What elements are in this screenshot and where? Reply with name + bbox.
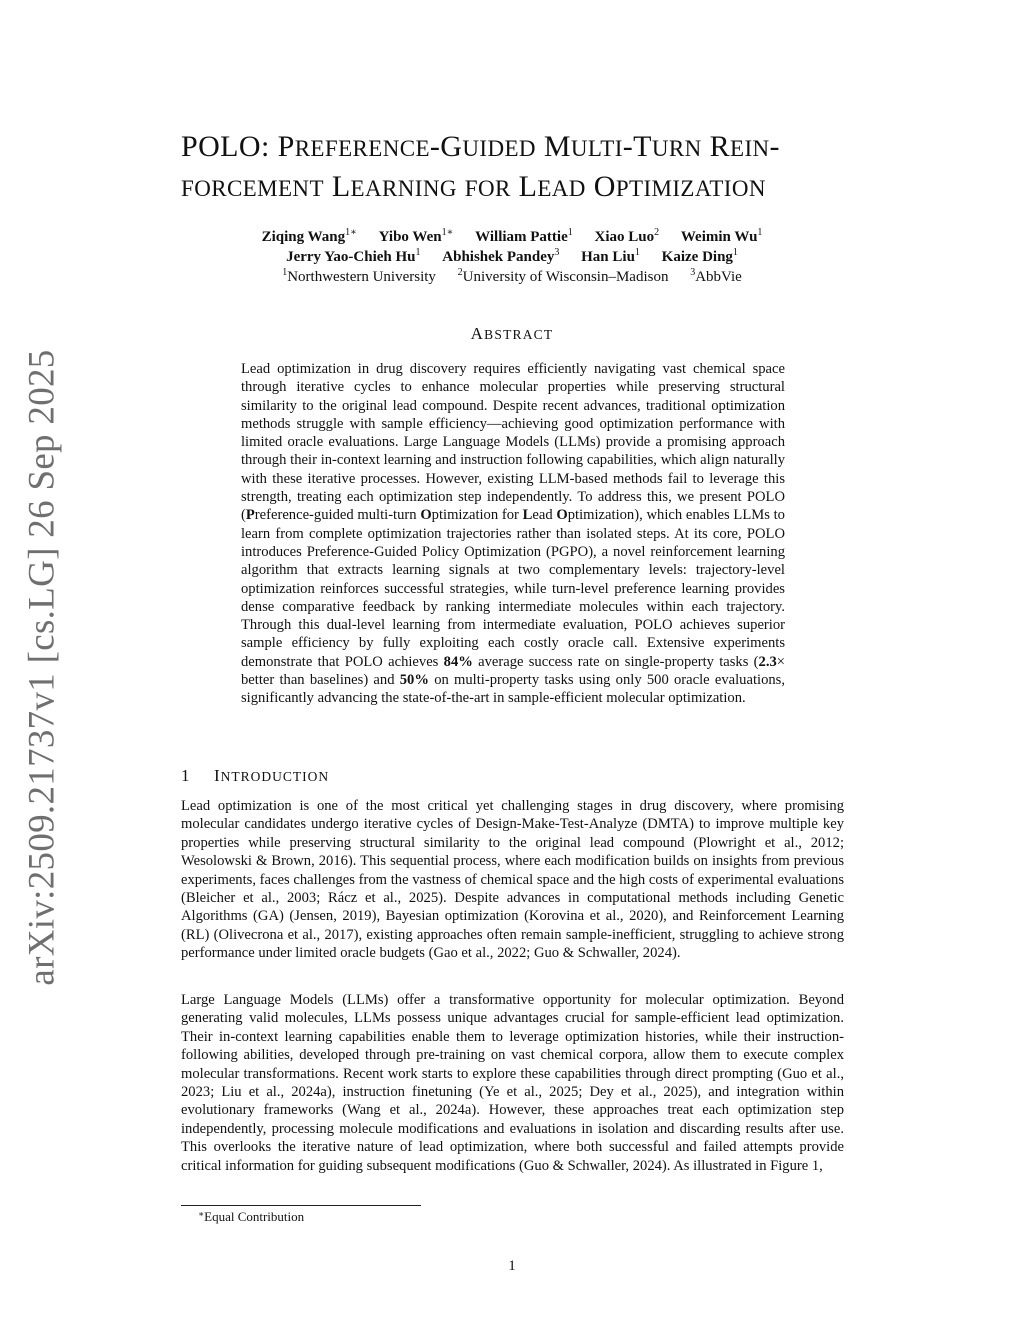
author-affil-mark: 1∗ (441, 227, 454, 238)
abstract-text-b: ), which enables LLMs to learn from complete optimization trajectories rather than isolated steps. At its core, POLO introduces Preference-Guided Policy Optimization (PGPO), a novel reinforcement learning algorithm that extracts learning signals at two complementary levels: trajectory-level optimization reinforces successful strategies, while turn-level preference learning provides dense comparative feedback by ranking intermediate molecules within each trajectory. Through this dual-level learning from intermediate evaluation, POLO achieves superior sample efficiency by fully exploiting each costly oracle call. Extensive experiments demonstrate that POLO achieves (241, 507, 785, 670)
acronym-word: ptimization for (431, 507, 523, 524)
introduction-paragraph-2: Large Language Models (LLMs) offer a transformative opportunity for molecular optimization. Beyond generating valid molecules, LLMs possess unique advantages crucial for sample-efficient lead optimization. Their in-context learning capabilities enable them to leverage optimization histories, while their instruction-following abilities, developed through pre-training on vast chemical corpora, allow them to execute complex molecular transformations. Recent work starts to explore these capabilities through direct prompting (Guo et al., 2023; Liu et al., 2024a), instruction finetuning (Ye et al., 2025; Dey et al., 2025), and integration within evolutionary frameworks (Wang et al., 2024a). However, these approaches treat each optimization step independently, processing molecule modifications and evaluations in isolation and discarding results after use. This overlooks the iterative nature of lead optimization, where both successful and failed attempts provide critical information for guiding subsequent modifications (Guo & Schwaller, 2024). As illustrated in Figure 1, (181, 992, 844, 1174)
author-affil-mark: 2 (654, 227, 660, 238)
arxiv-identifier-stamp (8, 348, 76, 986)
affiliation-name: AbbVie (695, 269, 742, 285)
section-heading-introduction (181, 766, 581, 786)
section-number: 1 (181, 766, 191, 785)
footnote-mark: ∗ (198, 1209, 205, 1219)
author-affil-mark: 1 (732, 247, 738, 258)
page-number: 1 (508, 1258, 516, 1274)
author-affil-mark: 1 (634, 247, 640, 258)
footnote (198, 1209, 304, 1225)
author-name: Jerry Yao-Chieh Hu (286, 249, 416, 265)
acronym-word: ptimization (567, 507, 635, 524)
acronym-word: reference-guided multi-turn (254, 507, 421, 524)
author-affil-mark: 1 (757, 227, 763, 238)
stat-multi-property: 50% (399, 672, 429, 689)
author-name: Xiao Luo (594, 229, 655, 245)
author-affil-mark: 1 (415, 247, 421, 258)
author-row-2 (180, 247, 844, 267)
affiliation-number: 1 (282, 267, 288, 278)
footnote-divider (181, 1205, 421, 1206)
introduction-paragraph-1: Lead optimization is one of the most critical yet challenging stages in drug discovery, where promising molecular candidates undergo iterative cycles of Design-Make-Test-Analyze (DMTA) to improve multiple key properties while preserving structural similarity to the original lead compound (Plowright et al., 2012; Wesolowski & Brown, 2016). This sequential process, where each modification builds on insights from previous experiments, faces challenges from the vastness of chemical space and the high costs of experimental evaluations (Bleicher et al., 2003; Rácz et al., 2025). Despite advances in computational methods including Genetic Algorithms (GA) (Jensen, 2019), Bayesian optimization (Korovina et al., 2020), and Reinforcement Learning (RL) (Olivecrona et al., 2017), existing approaches often remain sample-inefficient, struggling to achieve strong performance under limited oracle budgets (Gao et al., 2022; Guo & Schwaller, 2024). (181, 798, 844, 962)
paper-title (181, 128, 861, 208)
author-affil-mark: 1 (567, 227, 573, 238)
acronym-letter: P (245, 507, 255, 524)
abstract-heading: ABSTRACT (470, 324, 554, 343)
author-name: Kaize Ding (661, 249, 733, 265)
footnote-text: Equal Contribution (204, 1209, 305, 1224)
author-affil-mark: 3 (554, 247, 560, 258)
acronym-letter: O (420, 507, 432, 524)
author-name: Han Liu (581, 249, 635, 265)
author-name: Weimin Wu (680, 229, 758, 245)
section-title: INTRODUCTION (214, 766, 330, 785)
author-name: Ziqing Wang (261, 229, 346, 245)
author-affil-mark: 1∗ (345, 227, 357, 238)
author-name: Abhishek Pandey (442, 249, 555, 265)
title-line-2: FORCEMENT LEARNING FOR LEAD OPTIMIZATION (181, 170, 766, 203)
author-name: Yibo Wen (378, 229, 442, 245)
acronym-letter: L (522, 507, 533, 524)
acronym-word: ead (532, 507, 557, 524)
affiliation-row (180, 267, 844, 287)
affiliation-name: University of Wisconsin–Madison (462, 269, 669, 285)
abstract-text-e: on multi-property tasks using only 500 oracle evaluations, significantly advancing the state-of-the-art in sample-efficient molecular optimization. (241, 672, 785, 707)
abstract-body (241, 360, 785, 708)
arxiv-identifier-text: arXiv:2509.21737v1 [cs.LG] 26 Sep 2025 (21, 348, 63, 986)
author-row-1 (180, 227, 844, 247)
author-name: William Pattie (475, 229, 568, 245)
acronym-letter: O (556, 507, 568, 524)
affiliation-number: 3 (690, 267, 696, 278)
abstract-text-d: × better than baselines) and (241, 653, 785, 689)
stat-improvement: 2.3 (758, 653, 777, 670)
title-line-1: POLO: PREFERENCE-GUIDED MULTI-TURN REIN- (181, 130, 780, 163)
affiliation-name: Northwestern University (287, 269, 436, 285)
abstract-text-c: average success rate on single-property tasks ( (478, 653, 759, 670)
abstract-text-a: Lead optimization in drug discovery requires efficiently navigating vast chemical space through iterative cycles to enhance molecular properties while preserving structural similarity to the original lead compound. Despite recent advances, traditional optimization methods struggle with sample efficiency—achieving good optimization performance with limited oracle evaluations. Large Language Models (LLMs) provide a promising approach through their in-context learning and instruction following capabilities, which align naturally with these iterative processes. However, existing LLM-based methods fail to leverage this strength, treating each optimization step independently. To address this, we present POLO ( (241, 361, 785, 524)
stat-single-property: 84% (443, 653, 473, 670)
affiliation-number: 2 (457, 267, 463, 278)
author-block (180, 227, 844, 287)
